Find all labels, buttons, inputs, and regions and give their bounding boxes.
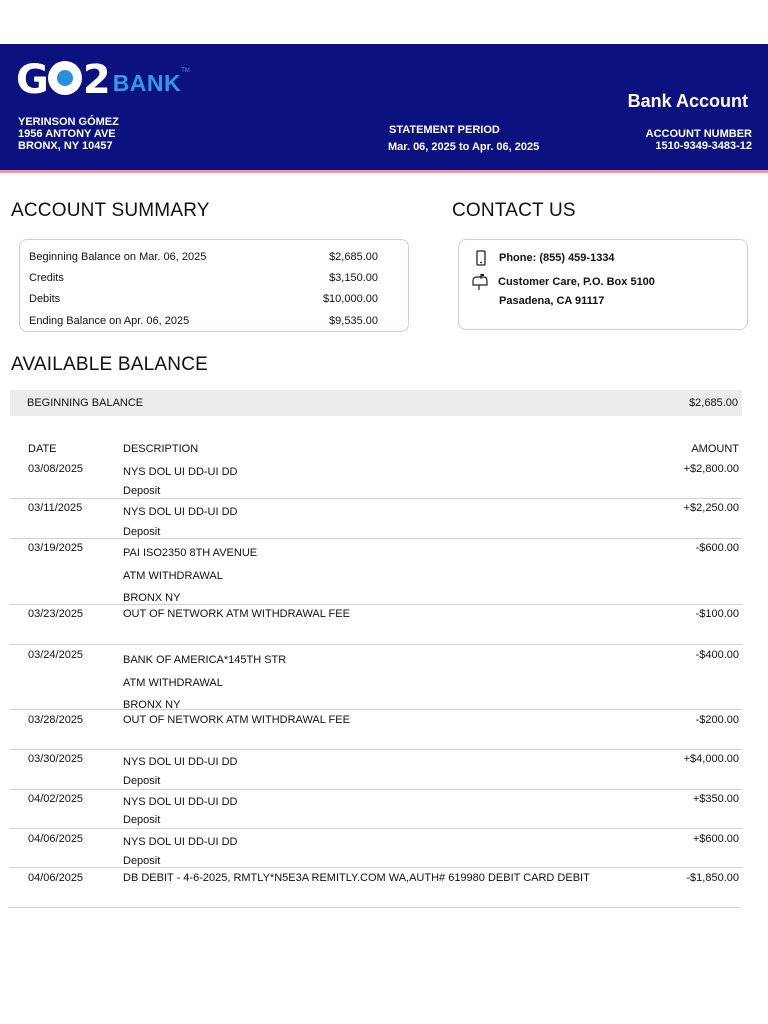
summary-row-credits xyxy=(29,272,378,284)
mailbox-icon xyxy=(471,273,489,291)
description-line: NYS DOL UI DD-UI DD xyxy=(123,466,238,478)
transaction-description xyxy=(123,542,257,610)
summary-label: Ending Balance on Apr. 06, 2025 xyxy=(29,315,190,327)
transaction-date: 03/19/2025 xyxy=(28,542,84,554)
logo-text: BANK xyxy=(112,70,182,96)
description-line: NYS DOL UI DD-UI DD xyxy=(123,506,238,518)
contact-phone-text: Phone: (855) 459-1334 xyxy=(499,252,615,264)
transaction-date: 03/08/2025 xyxy=(28,463,84,475)
account-summary-title: ACCOUNT SUMMARY xyxy=(11,200,210,221)
summary-label: Credits xyxy=(29,272,64,284)
transaction-date: 03/11/2025 xyxy=(28,502,83,514)
description-line: BRONX NY xyxy=(123,592,181,604)
description-line: BANK OF AMERICA*145TH STR xyxy=(123,654,287,666)
transaction-amount: +$2,800.00 xyxy=(683,463,739,475)
beginning-balance-label: BEGINNING BALANCE xyxy=(27,397,144,409)
available-balance-title: AVAILABLE BALANCE xyxy=(11,354,209,375)
summary-label: Beginning Balance on Mar. 06, 2025 xyxy=(29,251,207,263)
transaction-date: 04/06/2025 xyxy=(28,872,84,884)
address-line-1: 1956 ANTONY AVE xyxy=(18,128,116,140)
description-line: Deposit xyxy=(123,855,161,867)
contact-phone xyxy=(474,250,615,266)
description-line: Deposit xyxy=(123,775,161,787)
summary-value: $10,000.00 xyxy=(322,293,378,305)
transaction-amount: -$200.00 xyxy=(695,714,739,726)
column-header-amount: AMOUNT xyxy=(691,443,739,455)
logo-trademark: TM xyxy=(181,68,190,74)
description-line: ATM WITHDRAWAL xyxy=(123,569,223,582)
summary-value: $3,150.00 xyxy=(329,272,378,284)
account-number: 1510-9349-3483-12 xyxy=(655,140,752,152)
bank-logo xyxy=(16,58,190,102)
transaction-description xyxy=(123,649,286,717)
transaction-amount: +$2,250.00 xyxy=(683,502,739,514)
description-line: OUT OF NETWORK ATM WITHDRAWAL FEE xyxy=(123,714,350,726)
transaction-row xyxy=(10,713,742,750)
transaction-amount: +$350.00 xyxy=(692,793,739,805)
transaction-description xyxy=(123,872,590,884)
account-number-label: ACCOUNT NUMBER xyxy=(645,128,752,140)
beginning-balance-value: $2,685.00 xyxy=(689,397,738,409)
description-line: Deposit xyxy=(123,526,161,538)
contact-mail-line-2: Pasadena, CA 91117 xyxy=(499,295,605,307)
contact-mail-city xyxy=(499,295,604,307)
contact-box xyxy=(458,239,748,330)
description-line: NYS DOL UI DD-UI DD xyxy=(123,836,238,848)
account-summary-box xyxy=(19,239,409,332)
transaction-row xyxy=(10,648,742,710)
transaction-date: 03/24/2025 xyxy=(28,649,84,661)
transaction-amount: +$600.00 xyxy=(692,833,739,845)
description-line: BRONX NY xyxy=(123,699,181,711)
description-line: NYS DOL UI DD-UI DD xyxy=(123,756,238,768)
transaction-row xyxy=(10,541,742,605)
transaction-date: 04/02/2025 xyxy=(28,793,84,805)
beginning-balance-bar xyxy=(10,390,742,416)
address-line-2: BRONX, NY 10457 xyxy=(18,140,113,152)
transaction-description xyxy=(123,502,238,542)
transaction-amount: +$4,000.00 xyxy=(683,753,739,765)
description-line: Deposit xyxy=(123,485,161,497)
transaction-description xyxy=(123,608,350,620)
transaction-description xyxy=(123,714,350,726)
column-header-description: DESCRIPTION xyxy=(123,443,199,455)
customer-name: YERINSON GÓMEZ xyxy=(18,116,119,128)
description-line: DB DEBIT - 4-6-2025, RMTLY*N5E3A REMITLY.COM WA,AUTH# 619980 DEBIT CARD DEBIT xyxy=(123,872,590,884)
statement-period xyxy=(388,122,539,156)
account-type: Bank Account xyxy=(627,91,748,111)
transaction-row xyxy=(10,462,742,499)
contact-mail xyxy=(471,273,655,291)
transaction-row xyxy=(10,752,742,790)
transaction-row xyxy=(10,792,742,829)
transaction-row xyxy=(10,607,742,645)
transaction-amount: -$400.00 xyxy=(695,649,739,661)
logo-mark: G 2 xyxy=(16,57,109,103)
transaction-row xyxy=(10,871,742,895)
summary-label: Debits xyxy=(29,293,61,305)
transaction-amount: -$600.00 xyxy=(695,542,739,554)
transaction-description xyxy=(123,793,238,829)
transaction-date: 03/23/2025 xyxy=(28,608,84,620)
summary-row-beginning xyxy=(29,251,378,263)
transaction-amount: -$1,850.00 xyxy=(686,872,739,884)
description-line: OUT OF NETWORK ATM WITHDRAWAL FEE xyxy=(123,608,350,620)
transaction-date: 03/30/2025 xyxy=(28,753,84,765)
summary-row-debits xyxy=(29,293,378,305)
summary-value: $9,535.00 xyxy=(329,315,378,327)
description-line: NYS DOL UI DD-UI DD xyxy=(123,796,238,808)
customer-address xyxy=(18,116,119,152)
transaction-row xyxy=(10,832,742,868)
transaction-description xyxy=(123,753,238,791)
summary-value: $2,685.00 xyxy=(329,251,378,263)
contact-mail-line-1: Customer Care, P.O. Box 5100 xyxy=(498,276,655,288)
account-number-block xyxy=(646,128,752,152)
transaction-description xyxy=(123,833,238,871)
summary-row-ending xyxy=(29,315,378,327)
statement-period-value: Mar. 06, 2025 to Apr. 06, 2025 xyxy=(388,141,540,153)
transaction-amount: -$100.00 xyxy=(695,608,739,620)
contact-us-title: CONTACT US xyxy=(452,200,576,221)
description-line: PAI ISO2350 8TH AVENUE xyxy=(123,547,258,559)
transaction-description xyxy=(123,463,238,501)
table-bottom-divider xyxy=(8,907,740,908)
description-line: Deposit xyxy=(123,814,161,826)
statement-header xyxy=(0,44,768,170)
transaction-date: 03/28/2025 xyxy=(28,714,84,726)
phone-icon xyxy=(474,250,488,266)
transaction-row xyxy=(10,501,742,539)
transaction-date: 04/06/2025 xyxy=(28,833,84,845)
header-stripe xyxy=(0,170,768,173)
column-header-date: DATE xyxy=(28,443,57,455)
description-line: ATM WITHDRAWAL xyxy=(123,676,223,689)
statement-period-label: STATEMENT PERIOD xyxy=(389,124,500,136)
